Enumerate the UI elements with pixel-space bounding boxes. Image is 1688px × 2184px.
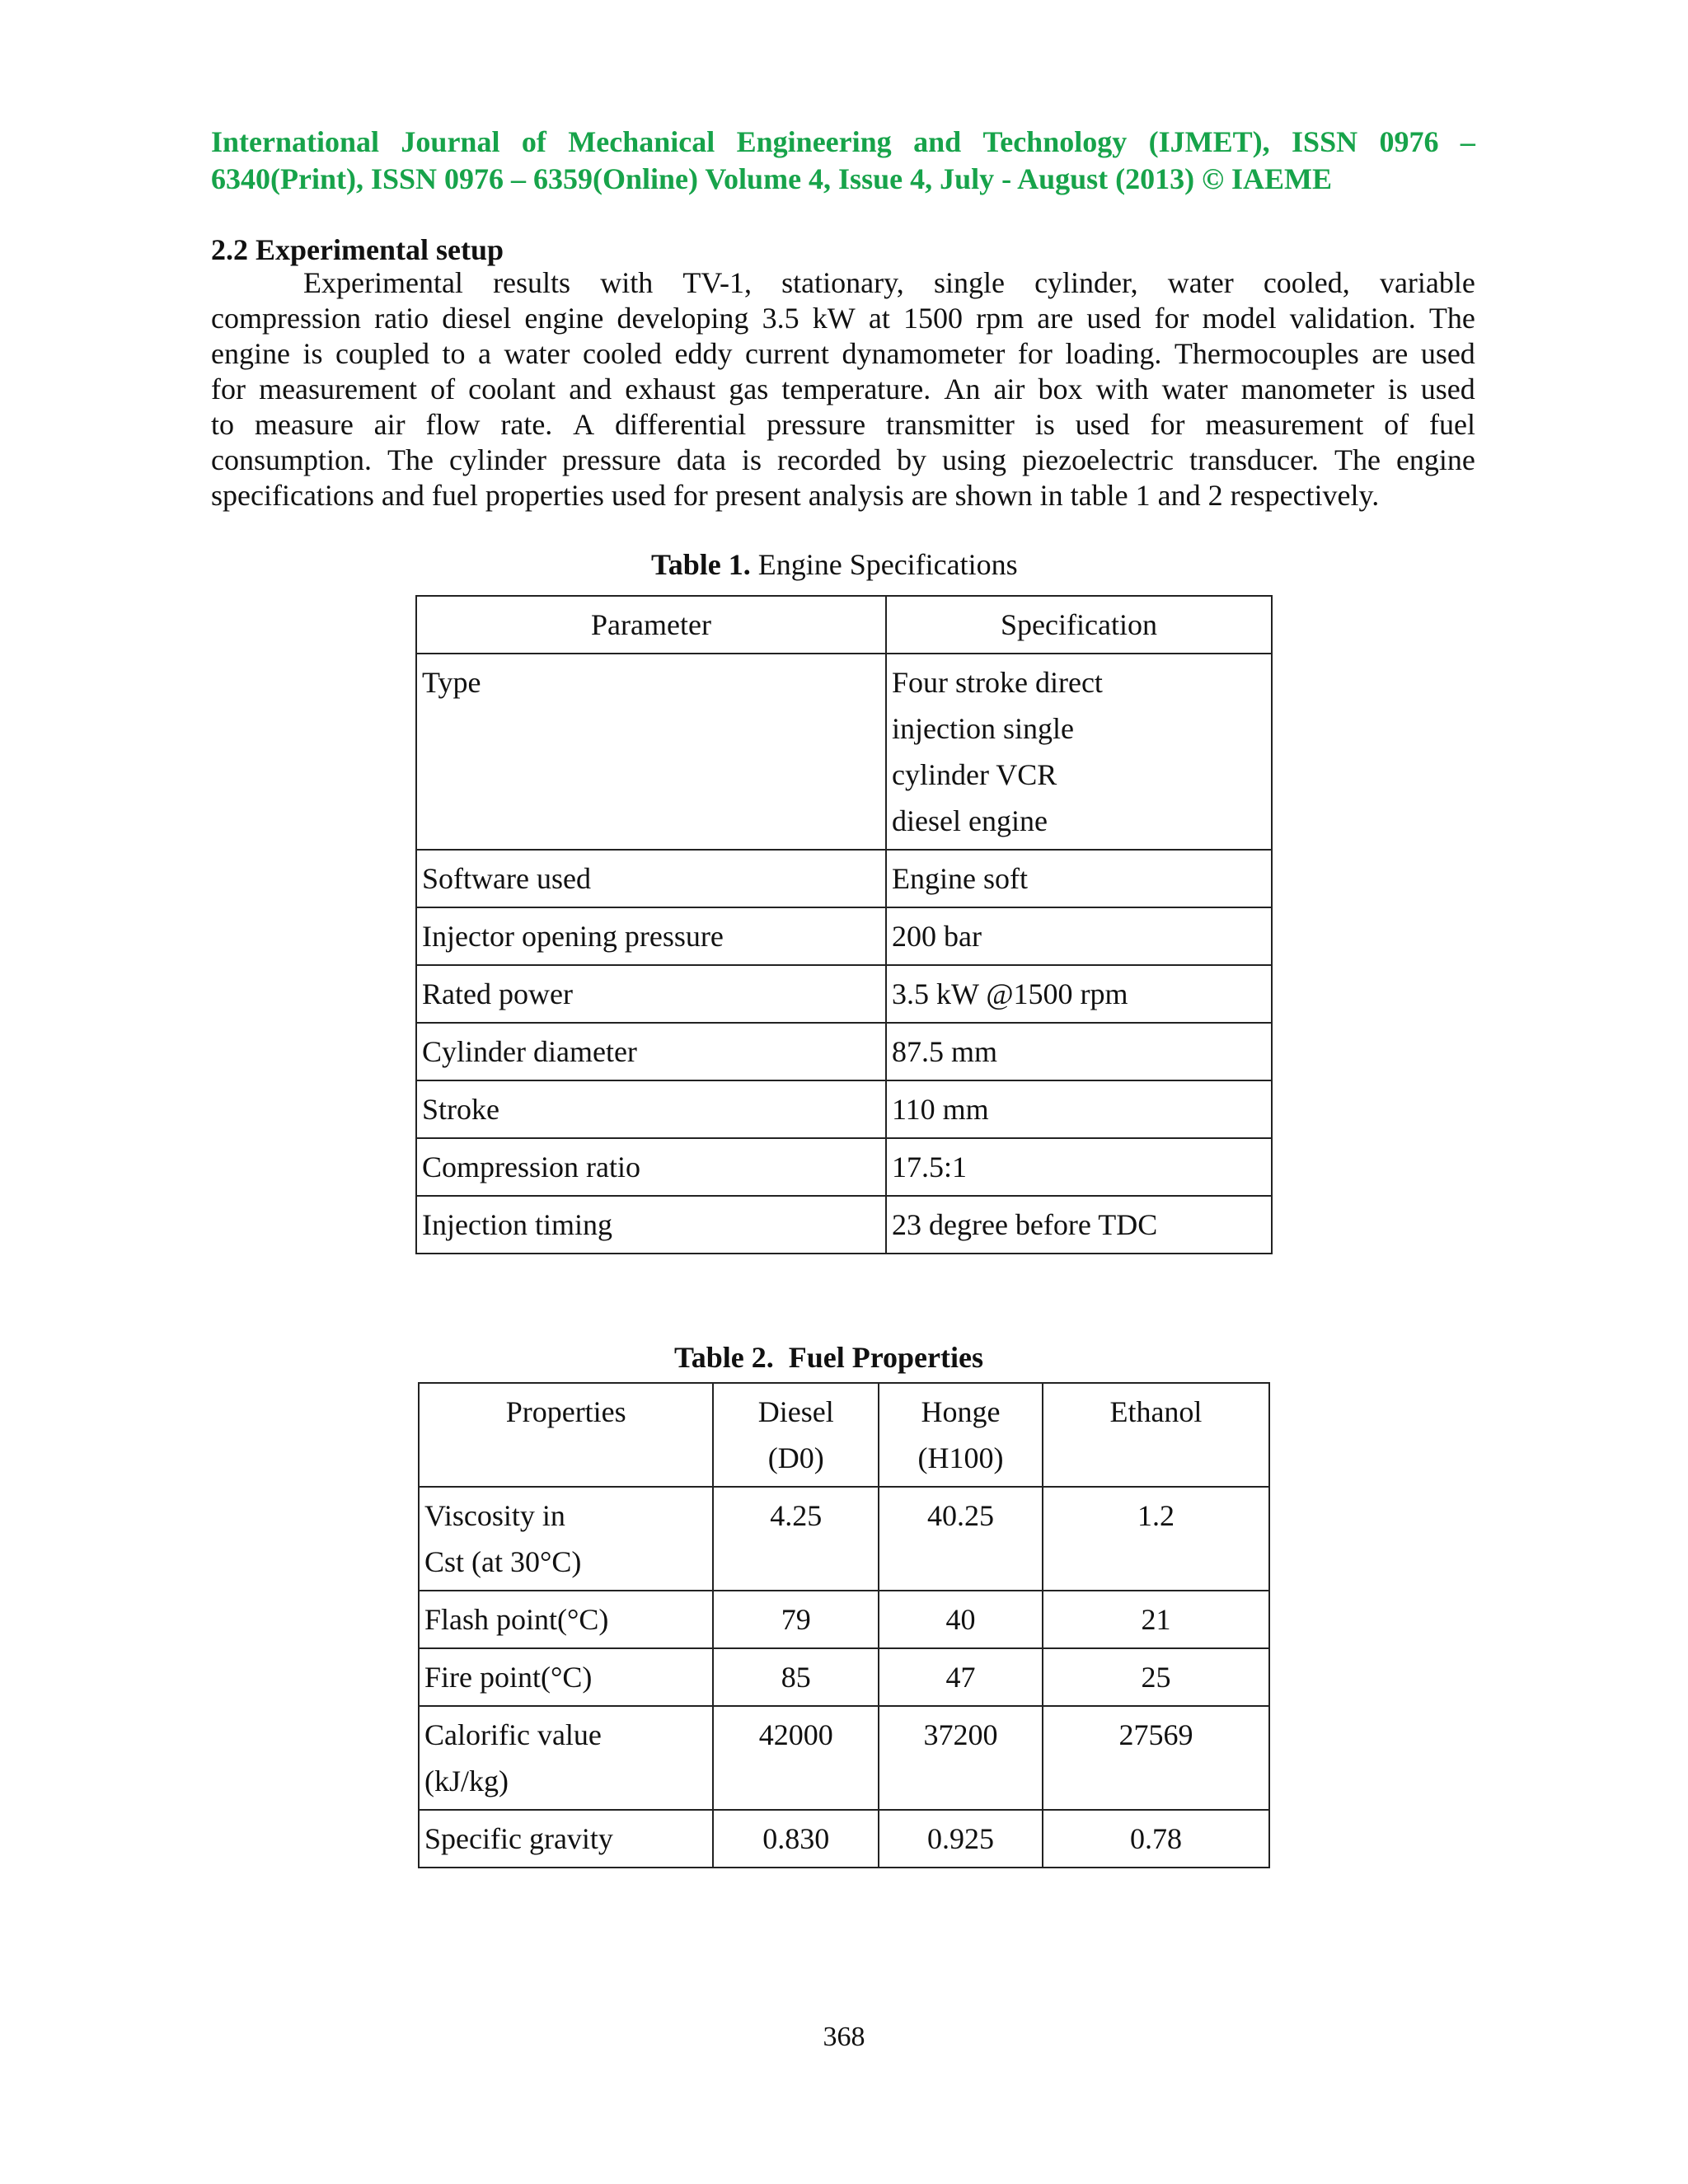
table2-cell-diesel: 0.830 [713, 1810, 879, 1868]
body-paragraph [211, 265, 1475, 513]
paragraph-word: to [211, 408, 235, 441]
table2-cell-honge: 0.925 [879, 1810, 1043, 1868]
paragraph-word: piezoelectric [1022, 443, 1174, 476]
property-name-line1: Fire point(°C) [424, 1661, 593, 1694]
paragraph-word: with [600, 266, 654, 299]
paragraph-word: cylinder [449, 443, 546, 476]
paragraph-word: ratio [374, 302, 429, 335]
paragraph-word: fuel [1429, 408, 1475, 441]
paragraph-word: eddy [674, 337, 733, 370]
header-word: (IJMET), [1148, 125, 1270, 158]
table2-cell-property [419, 1591, 713, 1648]
property-name-line2: Cst (at 30°C) [424, 1545, 582, 1578]
paragraph-line [211, 407, 1475, 443]
paragraph-word: used [1420, 337, 1475, 370]
paragraph-word: for [211, 373, 246, 405]
paragraph-line [211, 301, 1475, 336]
paragraph-word: using [942, 443, 1007, 476]
table1-caption-label: Table 1. [651, 548, 751, 581]
table1-header-parameter: Parameter [416, 596, 886, 654]
paragraph-word: is [1034, 408, 1055, 441]
table1-cell-specification: 87.5 mm [886, 1023, 1272, 1080]
table-row [416, 850, 1272, 907]
paragraph-word: cooled [583, 337, 662, 370]
paragraph-word: are [1372, 337, 1409, 370]
paragraph-word: dynamometer [842, 337, 1006, 370]
page-number: 368 [823, 2022, 865, 2052]
paragraph-word: An [944, 373, 981, 405]
table2-cell-honge: 40 [879, 1591, 1043, 1648]
paragraph-line: specifications and fuel properties used for present analysis are shown in table 1 and 2 respectively. [211, 479, 1380, 512]
paragraph-word: Thermocouples [1174, 337, 1359, 370]
table1-cell-specification: 3.5 kW @1500 rpm [886, 965, 1272, 1023]
paragraph-word: water [1167, 266, 1234, 299]
table2-cell-honge: 47 [879, 1648, 1043, 1706]
paragraph-word: coolant [468, 373, 556, 405]
header-word: – [1460, 125, 1475, 158]
table-row [419, 1648, 1269, 1706]
paragraph-word: to [442, 337, 466, 370]
table1-cell-parameter: Cylinder diameter [416, 1023, 886, 1080]
paragraph-word: used [1086, 302, 1142, 335]
paragraph-word: water [1161, 373, 1228, 405]
journal-header-line1 [211, 124, 1475, 161]
paragraph-word: exhaust [625, 373, 716, 405]
table1-caption [651, 546, 1018, 583]
paragraph-word: rate. [500, 408, 553, 441]
header-word: ISSN [1292, 125, 1358, 158]
table-row [416, 1023, 1272, 1080]
paragraph-word: engine [211, 337, 290, 370]
table-row [419, 1706, 1269, 1810]
fuel-properties-table [418, 1382, 1270, 1868]
paragraph-word: with [1095, 373, 1149, 405]
paragraph-word: water [504, 337, 570, 370]
paragraph-word: stationary, [781, 266, 904, 299]
table2-cell-ethanol: 1.2 [1043, 1487, 1269, 1591]
table1-cell-specification: 110 mm [886, 1080, 1272, 1138]
table1-cell-parameter: Software used [416, 850, 886, 907]
paragraph-word: measurement [1205, 408, 1364, 441]
paragraph-word: measurement [259, 373, 417, 405]
section-title: 2.2 Experimental setup [211, 233, 504, 266]
table2-cell-diesel: 42000 [713, 1706, 879, 1810]
paragraph-word: a [478, 337, 492, 370]
paragraph-word: pressure [767, 408, 866, 441]
table1-cell-parameter: Stroke [416, 1080, 886, 1138]
property-name-line1: Flash point(°C) [424, 1603, 609, 1636]
paragraph-word: at [868, 302, 890, 335]
header-word: of [521, 125, 546, 158]
table2-cell-ethanol: 27569 [1043, 1706, 1269, 1810]
table2-cell-honge: 37200 [879, 1706, 1043, 1810]
paragraph-word: consumption. [211, 443, 372, 476]
paragraph-word: flow [425, 408, 481, 441]
table1-cell-specification: Four stroke direct injection single cylinder VCR diesel engine [886, 654, 1272, 850]
table-row [416, 907, 1272, 965]
paragraph-word: for [1154, 302, 1189, 335]
table-row [419, 1591, 1269, 1648]
paragraph-word: transducer. [1189, 443, 1319, 476]
paragraph-word: cylinder, [1034, 266, 1138, 299]
table1-cell-specification: Engine soft [886, 850, 1272, 907]
paragraph-word: pressure [562, 443, 661, 476]
paragraph-word: cooled, [1263, 266, 1350, 299]
table1-caption-title: Engine Specifications [750, 548, 1018, 581]
paragraph-word: TV-1, [682, 266, 753, 299]
table2-cell-property [419, 1648, 713, 1706]
table1-cell-parameter: Type [416, 654, 886, 850]
table2-header-honge: Honge (H100) [879, 1383, 1043, 1487]
header-word: Mechanical [568, 125, 715, 158]
paragraph-word: box [1038, 373, 1083, 405]
table2-cell-property [419, 1706, 713, 1810]
paragraph-word: rpm [976, 302, 1025, 335]
paragraph-word: differential [615, 408, 747, 441]
table2-header-properties: Properties [419, 1383, 713, 1487]
table-row [419, 1487, 1269, 1591]
property-name-line1: Calorific value [424, 1718, 602, 1751]
table1-cell-specification: 23 degree before TDC [886, 1196, 1272, 1254]
paragraph-word: recorded [777, 443, 881, 476]
paragraph-line [211, 443, 1475, 478]
paragraph-line [211, 372, 1475, 407]
table2-caption: Table 2. Fuel Properties [674, 1341, 983, 1374]
table1-cell-parameter: Compression ratio [416, 1138, 886, 1196]
paragraph-word: compression [211, 302, 361, 335]
paragraph-word: measure [254, 408, 354, 441]
table-row [416, 1080, 1272, 1138]
table2-header-ethanol: Ethanol [1043, 1383, 1269, 1487]
paragraph-word: is [742, 443, 762, 476]
table2-cell-ethanol: 25 [1043, 1648, 1269, 1706]
table2-cell-diesel: 79 [713, 1591, 879, 1648]
paragraph-word: validation. [1289, 302, 1416, 335]
paragraph-word: current [744, 337, 829, 370]
header-word: 0976 [1379, 125, 1439, 158]
paragraph-word: are [1037, 302, 1074, 335]
table2-cell-ethanol: 21 [1043, 1591, 1269, 1648]
table2-cell-property [419, 1810, 713, 1868]
table1-header-specification: Specification [886, 596, 1272, 654]
paragraph-word: loading. [1065, 337, 1162, 370]
table-row [416, 965, 1272, 1023]
property-name-line1: Specific gravity [424, 1822, 613, 1855]
paragraph-line [211, 265, 1475, 301]
paragraph-word: The [1428, 302, 1475, 335]
paragraph-word: used [1075, 408, 1130, 441]
table2-cell-property [419, 1487, 713, 1591]
paragraph-word: The [1334, 443, 1381, 476]
table-row [419, 1810, 1269, 1868]
paragraph-word: is [302, 337, 323, 370]
table1-cell-specification: 17.5:1 [886, 1138, 1272, 1196]
table2-cell-ethanol: 0.78 [1043, 1810, 1269, 1868]
paragraph-word: temperature. [781, 373, 931, 405]
table2-header-diesel: Diesel (D0) [713, 1383, 879, 1487]
journal-header-line2: 6340(Print), ISSN 0976 – 6359(Online) Volume 4, Issue 4, July - August (2013) © IAEME [211, 162, 1333, 195]
paragraph-word: for [1017, 337, 1053, 370]
table-row [416, 1196, 1272, 1254]
paragraph-word: data [677, 443, 726, 476]
header-word: Technology [982, 125, 1128, 158]
property-name-line2: (kJ/kg) [424, 1765, 509, 1797]
paragraph-word: manometer [1240, 373, 1375, 405]
paragraph-word: results [493, 266, 571, 299]
paragraph-word: transmitter [885, 408, 1015, 441]
property-name-line1: Viscosity in [424, 1499, 565, 1532]
engine-specifications-table [415, 595, 1273, 1254]
paragraph-word: air [373, 408, 406, 441]
paragraph-word: and [569, 373, 612, 405]
table2-cell-honge: 40.25 [879, 1487, 1043, 1591]
journal-header [211, 124, 1475, 198]
header-word: International [211, 125, 380, 158]
paragraph-word: diesel [442, 302, 512, 335]
paragraph-word: developing [617, 302, 749, 335]
table1-cell-parameter: Rated power [416, 965, 886, 1023]
header-word: and [913, 125, 962, 158]
paragraph-word: gas [729, 373, 769, 405]
paragraph-word: of [1384, 408, 1409, 441]
table-row [416, 1138, 1272, 1196]
paragraph-word: A [573, 408, 595, 441]
paragraph-word: coupled [335, 337, 429, 370]
paragraph-word: engine [1395, 443, 1475, 476]
paragraph-word: for [1150, 408, 1185, 441]
paragraph-word: used [1420, 373, 1475, 405]
header-word: Engineering [736, 125, 892, 158]
paragraph-word: 1500 [903, 302, 963, 335]
table2-cell-diesel: 85 [713, 1648, 879, 1706]
paragraph-word: of [430, 373, 456, 405]
table1-cell-specification: 200 bar [886, 907, 1272, 965]
paragraph-word: model [1202, 302, 1277, 335]
paragraph-word: The [387, 443, 434, 476]
paragraph-word: Experimental [303, 266, 463, 299]
table1-cell-parameter: Injector opening pressure [416, 907, 886, 965]
table1-cell-parameter: Injection timing [416, 1196, 886, 1254]
table2-cell-diesel: 4.25 [713, 1487, 879, 1591]
paragraph-word: 3.5 [762, 302, 799, 335]
paragraph-word: by [897, 443, 926, 476]
paragraph-word: variable [1379, 266, 1475, 299]
table-row [416, 654, 1272, 850]
paragraph-word: air [993, 373, 1025, 405]
paragraph-word: kW [812, 302, 856, 335]
paragraph-word: engine [524, 302, 604, 335]
header-word: Journal [401, 125, 500, 158]
paragraph-word: is [1387, 373, 1408, 405]
paragraph-line [211, 336, 1475, 372]
paragraph-word: single [933, 266, 1005, 299]
